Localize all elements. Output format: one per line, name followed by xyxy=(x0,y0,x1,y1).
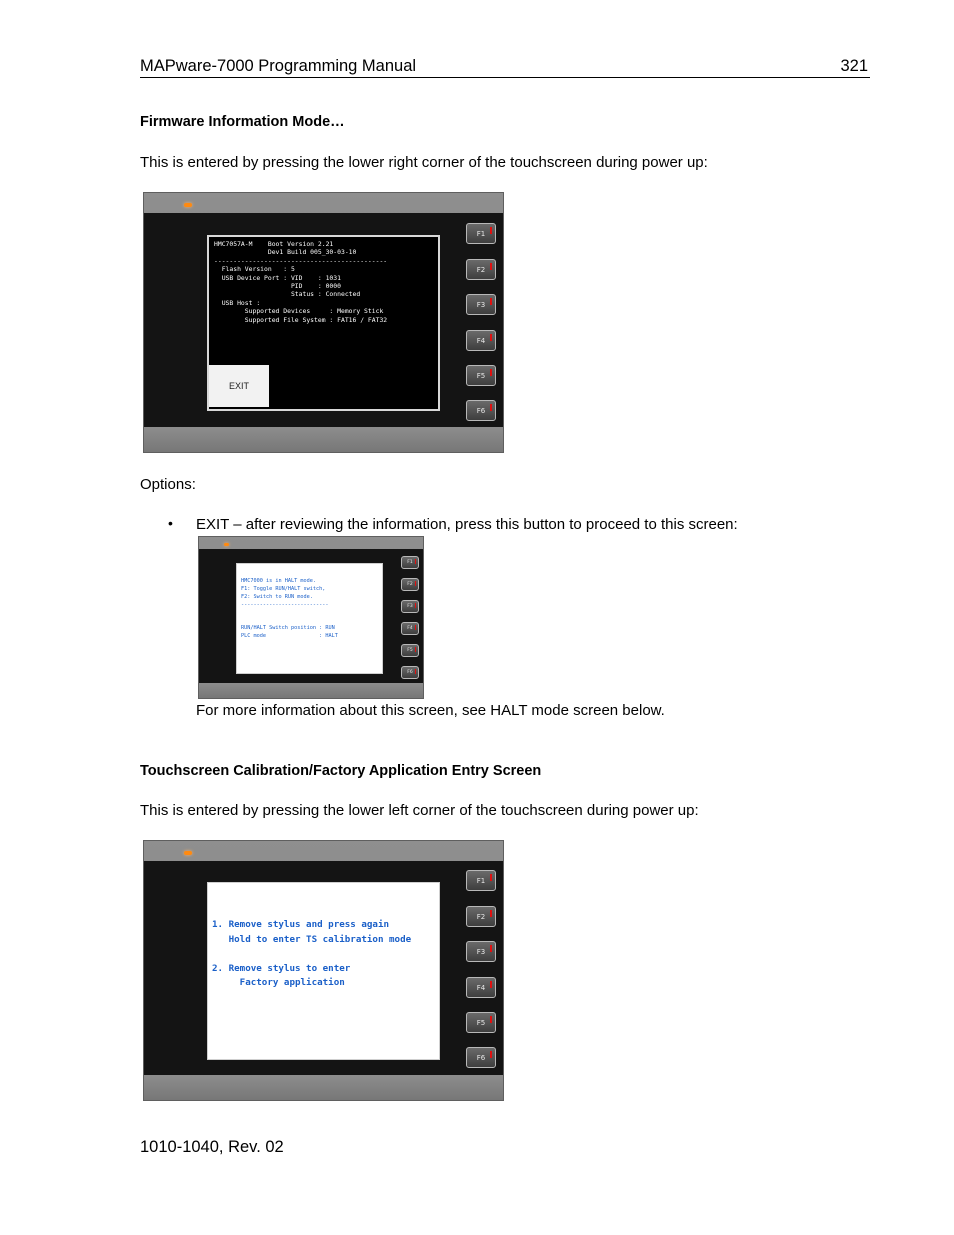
power-led-icon xyxy=(184,851,192,855)
function-key-f1[interactable]: F1 xyxy=(401,556,419,569)
calibration-screen xyxy=(207,882,440,1060)
function-key-f3[interactable]: F3 xyxy=(401,600,419,613)
function-key-f5[interactable]: F5 xyxy=(466,1012,496,1033)
power-led-icon xyxy=(224,543,229,546)
hmi-device-calibration xyxy=(143,840,504,1101)
function-key-f6[interactable]: F6 xyxy=(401,666,419,679)
footer-doc-number: 1010-1040, Rev. 02 xyxy=(140,1138,284,1156)
function-key-f6[interactable]: F6 xyxy=(466,1047,496,1068)
exit-button[interactable]: EXIT xyxy=(209,365,269,407)
power-led-icon xyxy=(184,203,192,207)
bullet-exit-text: EXIT – after reviewing the information, press this button to proceed to this screen: xyxy=(196,516,738,533)
section-intro-calibration: This is entered by pressing the lower left corner of the touchscreen during power up: xyxy=(140,802,699,819)
function-key-f2[interactable]: F2 xyxy=(466,259,496,280)
section-heading-calibration: Touchscreen Calibration/Factory Application Entry Screen xyxy=(140,763,542,779)
calibration-text: 1. Remove stylus and press again Hold to enter TS calibration mode 2. Remove stylus to enter Factory application xyxy=(212,919,412,989)
function-key-f4[interactable]: F4 xyxy=(401,622,419,635)
options-label: Options: xyxy=(140,476,196,493)
function-key-f3[interactable]: F3 xyxy=(466,941,496,962)
section-intro-firmware: This is entered by pressing the lower right corner of the touchscreen during power up: xyxy=(140,154,708,171)
manual-title: MAPware-7000 Programming Manual xyxy=(140,57,417,75)
section-heading-firmware: Firmware Information Mode… xyxy=(140,114,345,130)
halt-mode-text: HMC7000 is in HALT mode. F1: Toggle RUN/HALT switch, F2: Switch to RUN mode. ---------------------------- RUN/HALT Switch position : RUN PLC mode : HALT xyxy=(241,578,338,640)
bullet-icon: • xyxy=(168,515,173,531)
hmi-device-firmware-info xyxy=(143,192,504,453)
halt-mode-screen xyxy=(236,563,383,674)
function-key-f5[interactable]: F5 xyxy=(466,365,496,386)
function-key-f1[interactable]: F1 xyxy=(466,223,496,244)
function-key-f1[interactable]: F1 xyxy=(466,870,496,891)
hmi-device-halt-mode xyxy=(198,536,424,699)
function-key-f4[interactable]: F4 xyxy=(466,330,496,351)
firmware-info-text: HMC7057A-M Boot Version 2.21 Dev1 Build 005_30-03-10 --------------------------------------------- Flash Version : 5 USB Device Port : VID : 1031 PID : 0000 Status : Connected USB Host : Supported Devices : Memory Stick Supported File System : FAT16 / FAT32 xyxy=(214,240,388,324)
firmware-info-screen xyxy=(207,235,440,411)
function-key-f2[interactable]: F2 xyxy=(401,578,419,591)
page-header xyxy=(140,57,870,78)
page-number: 321 xyxy=(840,57,868,75)
function-key-f3[interactable]: F3 xyxy=(466,294,496,315)
function-key-f2[interactable]: F2 xyxy=(466,906,496,927)
function-key-f6[interactable]: F6 xyxy=(466,400,496,421)
halt-screen-note: For more information about this screen, see HALT mode screen below. xyxy=(196,702,665,719)
function-key-f4[interactable]: F4 xyxy=(466,977,496,998)
function-key-f5[interactable]: F5 xyxy=(401,644,419,657)
